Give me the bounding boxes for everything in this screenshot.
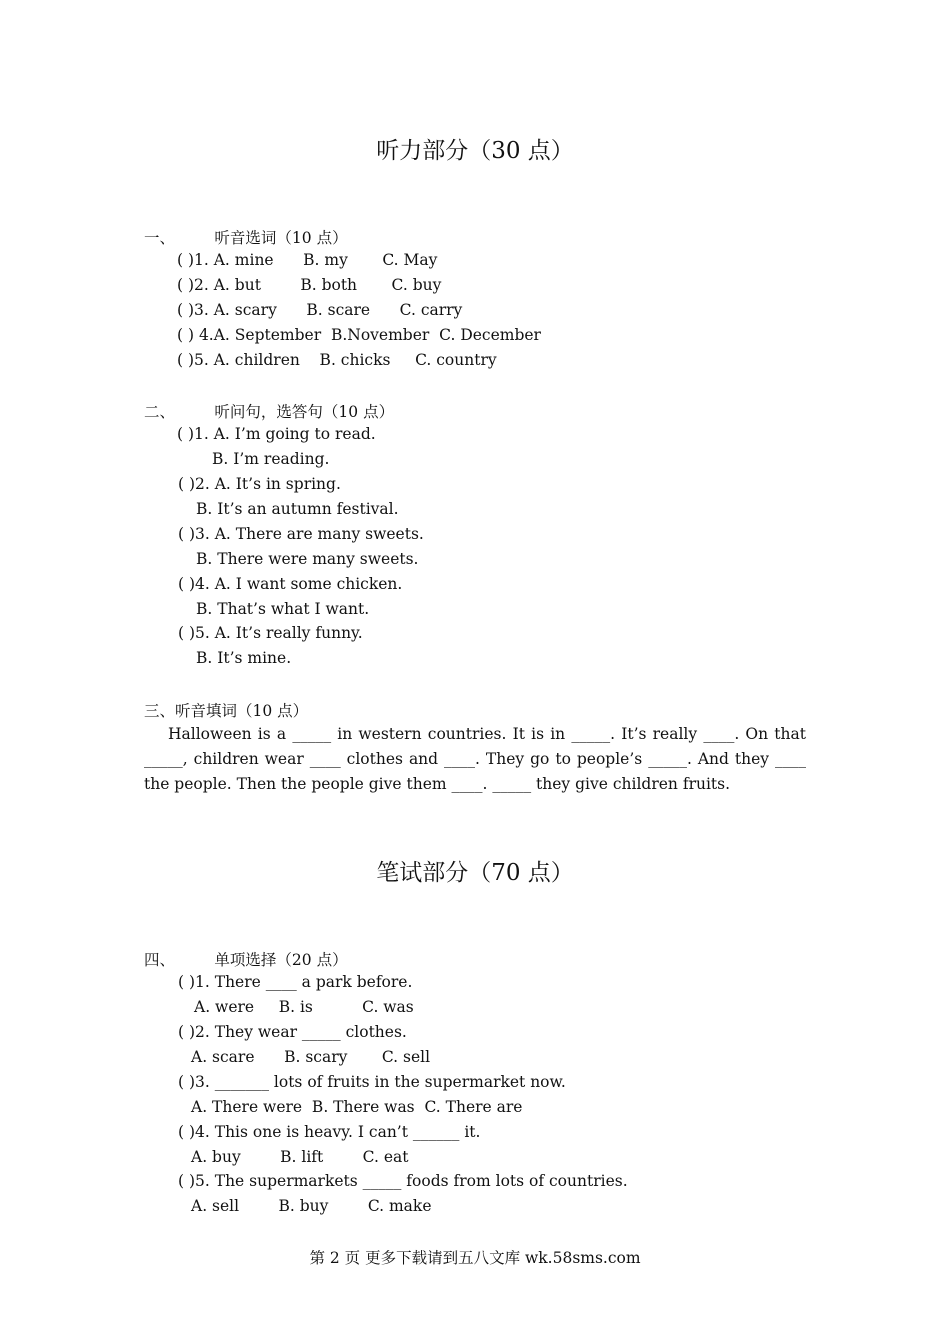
s2-question-2: ( )2. A. It’s in spring. bbox=[178, 475, 341, 493]
listening-title: 听力部分（30 点） bbox=[376, 138, 574, 164]
s4-question-1: ( )1. There ____ a park before. bbox=[178, 973, 413, 991]
s4-options-2: A. scare B. scary C. sell bbox=[191, 1048, 431, 1066]
s2-option-5b: B. It’s mine. bbox=[196, 649, 292, 667]
writing-title: 笔试部分（70 点） bbox=[376, 860, 574, 886]
s4-options-4: A. buy B. lift C. eat bbox=[191, 1148, 409, 1166]
s2-option-1b: B. I’m reading. bbox=[212, 450, 330, 468]
page-footer: 第 2 页 更多下载请到五八文库 wk.58sms.com bbox=[309, 1249, 641, 1267]
s2-question-5: ( )5. A. It’s really funny. bbox=[178, 624, 363, 642]
s2-question-4: ( )4. A. I want some chicken. bbox=[178, 575, 403, 593]
s2-option-4b: B. That’s what I want. bbox=[196, 600, 370, 618]
s2-question-1: ( )1. A. I’m going to read. bbox=[177, 425, 376, 443]
s4-options-1: A. were B. is C. was bbox=[194, 998, 414, 1016]
section-4-heading: 四、 单项选择（20 点） bbox=[144, 951, 348, 969]
s4-options-3: A. There were B. There was C. There are bbox=[191, 1098, 523, 1116]
section-1-heading: 一、 听音选词（10 点） bbox=[144, 229, 348, 247]
s1-item-1: ( )1. A. mine B. my C. May bbox=[177, 251, 438, 269]
s2-option-3b: B. There were many sweets. bbox=[196, 550, 419, 568]
s4-question-4: ( )4. This one is heavy. I can’t ______ it. bbox=[178, 1123, 481, 1141]
s4-question-3: ( )3. _______ lots of fruits in the supermarket now. bbox=[178, 1073, 566, 1091]
section-2-heading: 二、 听问句，选答句（10 点） bbox=[144, 403, 395, 421]
cloze-paragraph: Halloween is a _____ in western countries. It is in _____. It’s really ____. On that _____, children wear ____ clothes and ____. They go to people’s _____. And they ____ the people. Then the people give them ____. _____ they give children fruits. bbox=[144, 725, 806, 793]
s4-question-5: ( )5. The supermarkets _____ foods from lots of countries. bbox=[178, 1172, 628, 1190]
s2-question-3: ( )3. A. There are many sweets. bbox=[178, 525, 424, 543]
section-3-heading: 三、听音填词（10 点） bbox=[144, 702, 309, 720]
s1-item-4: ( ) 4.A. September B.November C. December bbox=[177, 326, 541, 344]
s1-item-2: ( )2. A. but B. both C. buy bbox=[177, 276, 442, 294]
s4-options-5: A. sell B. buy C. make bbox=[191, 1197, 432, 1215]
s2-option-2b: B. It’s an autumn festival. bbox=[196, 500, 399, 518]
s1-item-3: ( )3. A. scary B. scare C. carry bbox=[177, 301, 463, 319]
s1-item-5: ( )5. A. children B. chicks C. country bbox=[177, 351, 497, 369]
s4-question-2: ( )2. They wear _____ clothes. bbox=[178, 1023, 407, 1041]
